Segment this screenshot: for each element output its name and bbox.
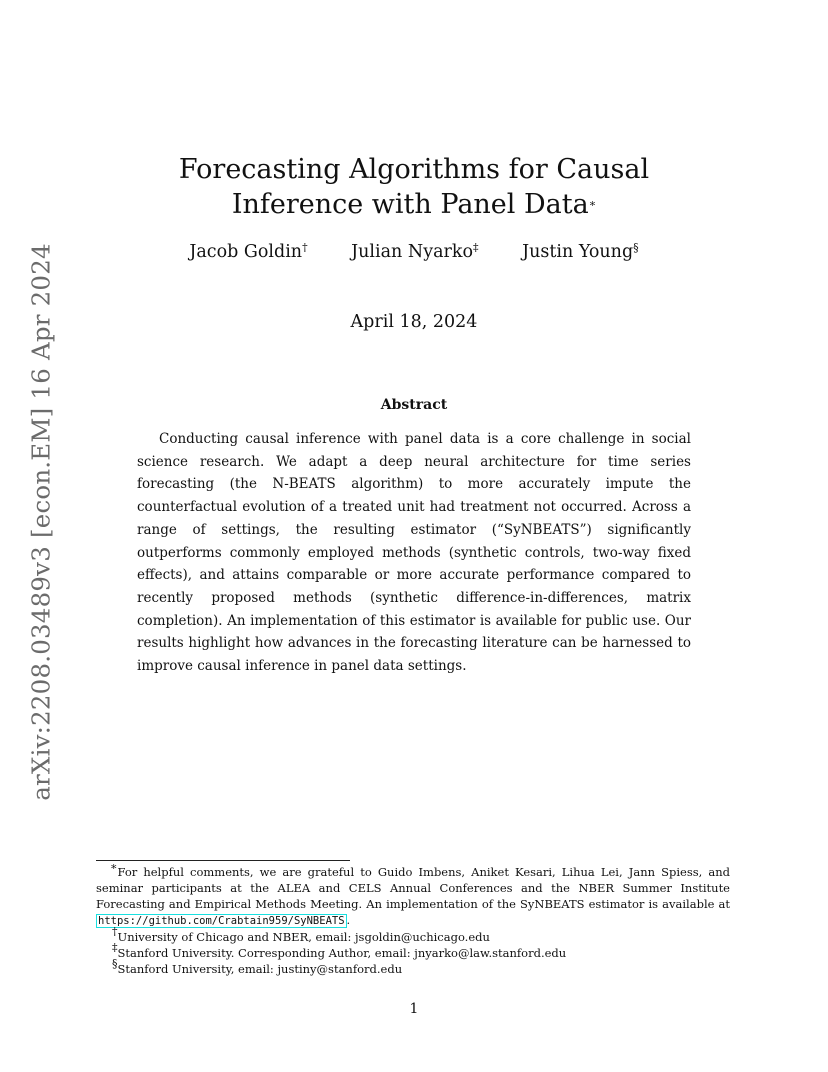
author-footnote-mark: †	[302, 240, 308, 254]
arxiv-identifier-text: arXiv:2208.03489v3 [econ.EM] 16 Apr 2024	[26, 243, 56, 801]
title-line-1: Forecasting Algorithms for Causal	[178, 154, 650, 185]
footnote-acknowledgments	[96, 859, 730, 929]
github-link[interactable]: https://github.com/Crabtain959/SyNBEATS	[98, 915, 345, 927]
author-list	[150, 242, 678, 262]
footnote-young	[96, 956, 730, 977]
footnote-nyarko	[96, 940, 730, 961]
author-name: Justin Young	[522, 242, 634, 262]
footnote-mark: ∗	[110, 859, 118, 873]
title-footnote-mark: ∗	[588, 196, 597, 210]
publication-date: April 18, 2024	[350, 312, 478, 332]
footnote-mark: †	[112, 924, 118, 938]
author-2	[351, 242, 478, 262]
footnote-mark: §	[112, 956, 118, 970]
footnotes	[96, 859, 730, 977]
abstract-text: Conducting causal inference with panel data is a core challenge in social science research. We adapt a deep neural architecture for time series forecasting (the N-BEATS algorithm) to more accurately impute the counterfactual evolution of a treated unit had treatment not occurred. Across a range of settings, the resulting estimator (“SyNBEATS”) significantly outperforms commonly employed methods (synthetic controls, two-way fixed effects), and attains comparable or more accurate performance compared to recently proposed methods (synthetic difference-in-differences, matrix completion). An implementation of this estimator is available for public use. Our results highlight how advances in the forecasting literature can be harnessed to improve causal inference in panel data settings.	[137, 431, 691, 675]
author-footnote-mark: ‡	[473, 240, 479, 254]
page-number: 1	[409, 1001, 419, 1017]
footnote-text: For helpful comments, we are grateful to Guido Imbens, Aniket Kesari, Lihua Lei, Jann Spiess, and seminar participants at the ALEA and CELS Annual Conferences and the NBER Summer Institute Forecasting and Empirical Methods Meeting. An implementation of the SyNBEATS estimator is available at	[96, 865, 730, 911]
author-3	[522, 242, 639, 262]
arxiv-identifier	[26, 243, 56, 801]
footnote-rule	[96, 860, 350, 861]
paper-title	[150, 152, 678, 222]
footnote-text: Stanford University. Corresponding Author, email: jnyarko@law.stanford.edu	[117, 946, 567, 960]
footnote-mark: ‡	[112, 940, 118, 954]
footnote-goldin	[96, 924, 730, 945]
abstract-heading: Abstract	[380, 397, 448, 413]
author-name: Julian Nyarko	[351, 242, 474, 262]
author-footnote-mark: §	[633, 240, 639, 254]
author-name: Jacob Goldin	[189, 242, 303, 262]
title-line-2: Inference with Panel Data	[231, 189, 589, 220]
footnote-end: .	[346, 913, 351, 927]
author-1	[189, 242, 307, 262]
footnote-text: Stanford University, email: justiny@stanford.edu	[117, 962, 403, 976]
footnote-text: University of Chicago and NBER, email: jsgoldin@uchicago.edu	[117, 930, 490, 944]
